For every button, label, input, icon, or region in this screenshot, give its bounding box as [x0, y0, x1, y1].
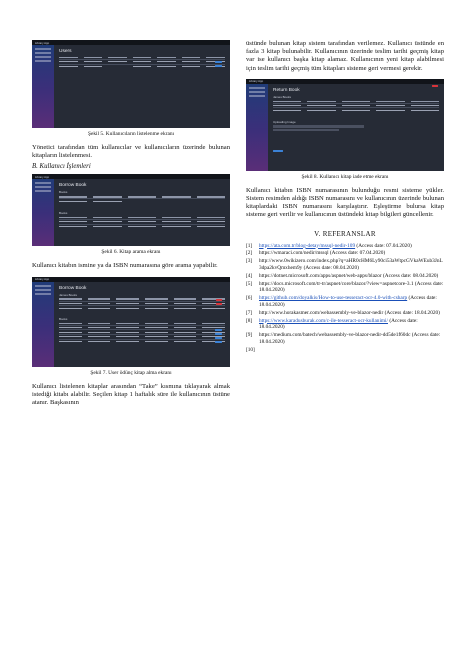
reference-link[interactable]: https://www.karadusburak.com/c-ile-tesseract-ocr-kullanimi/: [259, 317, 388, 324]
sidebar: [32, 40, 54, 128]
section-label: James Books: [59, 292, 78, 297]
paragraph: üstünde bulunan kitap sistem tarafından verilemez. Kullanıcı üstünde en fazla 3 kitap bulunabilir. Kullanıcının üzerinde teslim tarihi geçmiş kitap var ise kullanıcı başka kitap alamaz. Kullanıcının yeni kitap alabilmesi için teslim tarihi geçmiş tüm kitapları sisteme geri vermesi gerekir.: [246, 40, 444, 72]
reference-link[interactable]: https://github.com/doyalkis/How-to-use-tesseract-ocr-4.0-with-csharp: [259, 295, 408, 302]
figure-8-caption: Şekil 8. Kullanıcı kitap iade etme ekranı: [301, 173, 389, 180]
reference-list: [246, 243, 444, 354]
reference-item: [9] https://medium.com/batech/webassembly-ve-blazor-nedir-dd5de1f60dc (Access date: 18.04.2020): [246, 332, 441, 345]
screen-title: Borrow Book: [59, 183, 87, 189]
screen-title: Return Book: [273, 87, 300, 93]
reference-item: [2] https://wmaraci.com/nedir/mssql (Access date: 07.04.2020): [246, 250, 386, 257]
section-label: Books: [59, 211, 68, 215]
reference-item: [7] http://www.horakasmer.com/webassembly-ve-blazor-nedir (Access date: 18.04.2020): [246, 309, 440, 316]
screen-title: Borrow Book: [59, 285, 87, 291]
reference-item: [4] https://dotnet.microsoft.com/apps/aspnet/web-apps/blazor (Access date: 08.04.2020): [246, 272, 439, 279]
paragraph: Yönetici tarafından tüm kullanıcılar ve kullanıcıların üzerinde bulunan kitapların listelenmesi.: [32, 144, 230, 160]
section-label: James Books: [273, 94, 292, 99]
reference-item: [5] https://docs.microsoft.com/tr-tr/aspnet/core/blazor/?view=aspnetcore-3.1 (Access date: 18.04.2020): [246, 280, 444, 294]
reference-item: [6] https://github.com/doyalkis/How-to-use-tesseract-ocr-4.0-with-csharp (Access date: 18.04.2020): [246, 295, 437, 308]
section-label: Books: [59, 190, 68, 195]
references-heading: V. REFERANSLAR: [314, 229, 376, 238]
figure-5-caption: Şekil 5. Kullanıcıların listelenme ekranı: [87, 131, 175, 137]
figure-6-screenshot: Library App Borrow Book Books Books: [32, 174, 230, 246]
reference-item: [10]: [246, 346, 255, 353]
figure-8-screenshot: Library App Return Book James Books Uploading Image: [246, 79, 444, 171]
reference-item: [1] https://ata.com.tr/blog-detay/mssql-nedir-109 (Access date: 07.04.2020): [246, 242, 412, 249]
reference-item: [3] http://www.0wikizero.com/index.php?q=aHR0cHM6Ly90ci53aWtpcGVkaWEub3JnL3dpa2kvQmxhem9y (Access date: 08.04.2020): [246, 258, 443, 272]
figure-7-screenshot: Library App Borrow Book James Books Books: [32, 277, 230, 367]
paragraph: Kullanıcı listelenen kitaplar arasından “Take” kısmına tıklayarak almak istediği kitabı alabilir. Seçilen kitap 1 haftalık süre ile kullanıcının üstüne atanır. Başkasının: [32, 382, 230, 407]
left-column: [32, 40, 230, 407]
section-label: Uploading Image: [273, 120, 296, 124]
paragraph: Kullanıcı kitabın ismine ya da ISBN numarasına göre arama yapabilir.: [32, 262, 218, 270]
section-label: Books: [59, 316, 68, 321]
figure-6-caption: Şekil 6. Kitap arama ekranı: [101, 249, 161, 256]
reference-link[interactable]: https://ata.com.tr/blog-detay/mssql-nedir-109: [259, 242, 356, 249]
screen-title: Users: [59, 49, 72, 54]
figure-7-caption: Şekil 7. User ödünç kitap alma ekranı: [90, 369, 172, 376]
figure-5-screenshot: Library App Users: [32, 40, 230, 128]
paragraph: Kullanıcı kitabın ISBN numarasının bulunduğu resmi sisteme yükler. Sistem resimden aldığı ISBN numarasını ve kullanıcının üzerinde bulunan kitaplardaki ISBN numarasını karşılaştırır. Eşleştirme bulursa kitap sisteme geri verilir ve kullanıcının üstündeki kitap bilgileri güncellenir.: [246, 186, 444, 219]
section-heading: B. Kullanıcı İşlemleri: [32, 163, 91, 171]
reference-item: [8] https://www.karadusburak.com/c-ile-tesseract-ocr-kullanimi/ (Access date: 18.04.2020): [246, 317, 418, 331]
right-column: [246, 40, 444, 355]
